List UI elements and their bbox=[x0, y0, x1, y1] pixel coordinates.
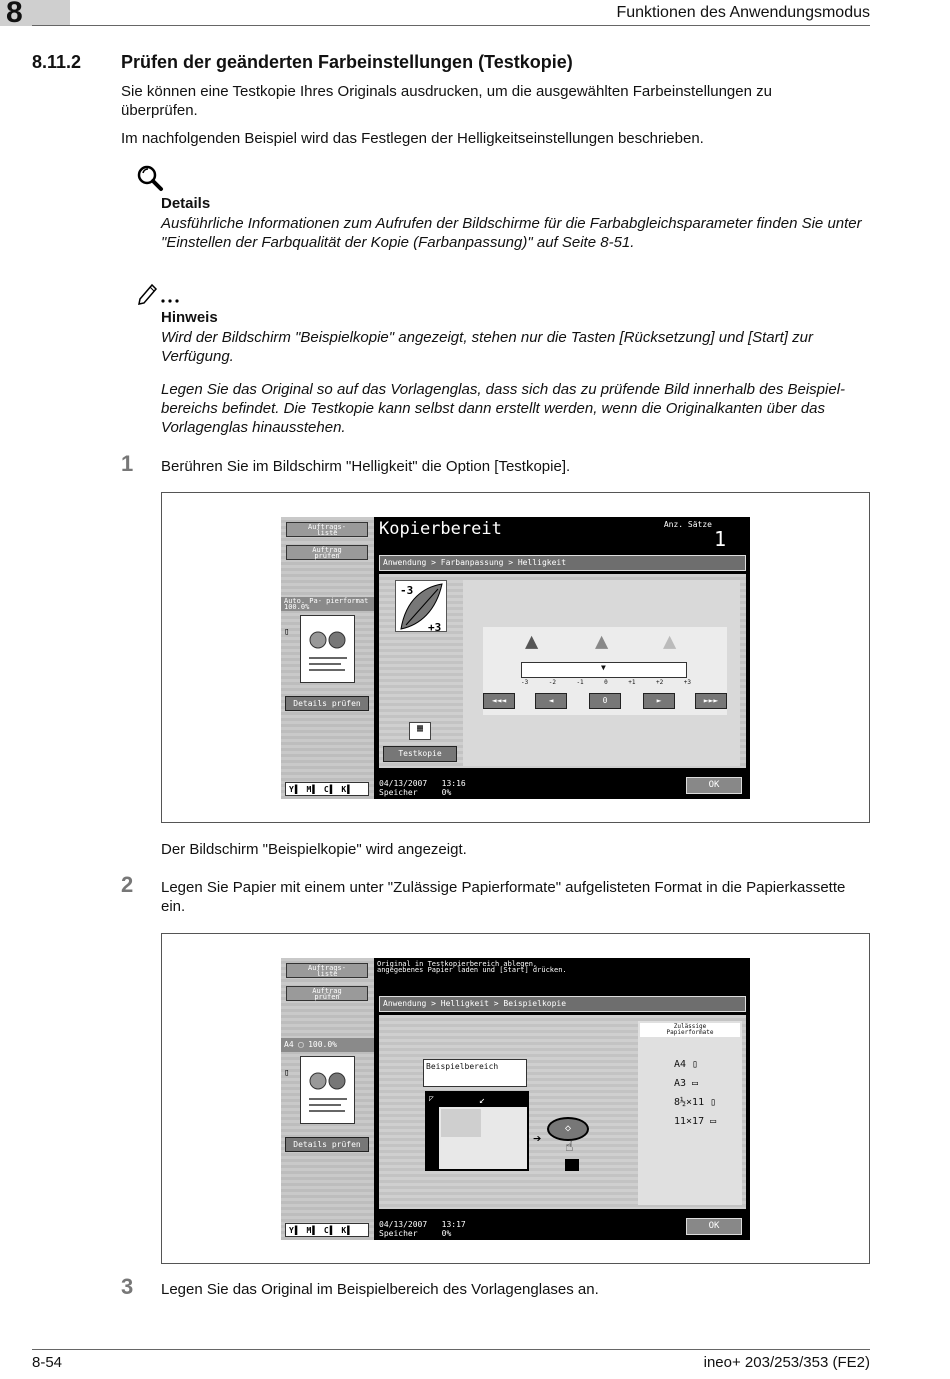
device-screen-helligkeit bbox=[281, 517, 750, 799]
intro-paragraph-1: Sie können eine Testkopie Ihres Originals ausdrucken, um die ausgewählten Farbeinstellungen zu überprüfen. bbox=[121, 83, 772, 119]
original-icon: ▯ bbox=[284, 1068, 290, 1078]
memory-value: 0% bbox=[441, 1229, 452, 1238]
check-job-button[interactable]: Auftrag prüfen bbox=[286, 986, 368, 1001]
intro-paragraph-2: Im nachfolgenden Beispiel wird das Festlegen der Helligkeitseinstellungen beschrieben. bbox=[121, 130, 704, 147]
step-text: Berühren Sie im Bildschirm "Helligkeit" die Option [Testkopie]. bbox=[161, 458, 571, 475]
scale-labels bbox=[521, 679, 691, 686]
brightness-slider[interactable] bbox=[521, 662, 687, 678]
hint-text-2: Legen Sie das Original so auf das Vorlagenglas, dass sich das zu prüfende Bild innerhalb des Beispiel-bereichs befindet. Die Testkopie kann selbst dann erstellt werden, wenn die Originalkanten über das Vorlagenglas hinausstehen. bbox=[161, 381, 846, 436]
original-icon: ▯ bbox=[284, 627, 290, 637]
device-screen-beispielkopie bbox=[281, 958, 750, 1240]
scale-label: +3 bbox=[683, 679, 691, 686]
step-number: 1 bbox=[121, 451, 134, 476]
left-panel bbox=[281, 517, 374, 799]
arrow-down-icon: ↙ bbox=[479, 1095, 486, 1106]
paper-format: 11×17 ▭ bbox=[674, 1116, 717, 1127]
step-text: Legen Sie Papier mit einem unter "Zulässige Papierformate" aufgelisteten Format in die Papierkassette ein. bbox=[161, 879, 846, 915]
check-job-button[interactable]: Auftrag prüfen bbox=[286, 545, 368, 560]
status-date: 04/13/2007 bbox=[379, 779, 428, 788]
paper-format: A3 ▭ bbox=[674, 1078, 699, 1089]
status-date: 04/13/2007 bbox=[379, 1220, 428, 1229]
status-title: Kopierbereit bbox=[379, 519, 502, 539]
status-bar bbox=[379, 1220, 466, 1238]
scale-label: +2 bbox=[655, 679, 664, 686]
toner-indicator: Y▌ M▌ C▌ K▌ bbox=[285, 782, 369, 796]
paper-format: A4 ▯ bbox=[674, 1059, 699, 1070]
sample-area-label: Beispielbereich bbox=[423, 1059, 527, 1087]
figure-helligkeit-screen bbox=[161, 492, 870, 823]
figure-beispielkopie-screen bbox=[161, 933, 870, 1264]
details-heading: Details bbox=[161, 195, 211, 212]
plus-label: +3 bbox=[428, 621, 442, 633]
paper-format-list bbox=[674, 1055, 716, 1131]
breadcrumb: Anwendung > Helligkeit > Beispielkopie bbox=[379, 996, 746, 1012]
chapter-number: 8 bbox=[6, 0, 23, 29]
start-button-icon: ◇ bbox=[547, 1117, 589, 1141]
helligkeit-content bbox=[379, 574, 746, 768]
status-time: 13:17 bbox=[441, 1220, 466, 1229]
step-min-button[interactable]: ◄◄◄ bbox=[483, 693, 515, 709]
sets-value: 1 bbox=[713, 527, 726, 551]
step-down-button[interactable]: ◄ bbox=[535, 693, 567, 709]
memory-label: Speicher bbox=[379, 788, 418, 797]
section-title: Prüfen der geänderten Farbeinstellungen (Testkopie) bbox=[121, 52, 573, 72]
main-area bbox=[375, 958, 750, 1240]
toner-indicator: Y▌ M▌ C▌ K▌ bbox=[285, 1223, 369, 1237]
paper-format-panel bbox=[638, 1021, 742, 1205]
page-number: 8-54 bbox=[32, 1354, 63, 1371]
slider-panel bbox=[483, 627, 727, 715]
paper-format-heading: Zulässige Papierformate bbox=[640, 1023, 740, 1037]
step-number: 3 bbox=[121, 1274, 134, 1299]
breadcrumb: Anwendung > Farbanpassung > Helligkeit bbox=[379, 555, 746, 571]
ok-button[interactable]: OK bbox=[686, 1218, 742, 1235]
product-name: ineo+ 203/253/353 (FE2) bbox=[703, 1354, 870, 1371]
dark-toast-icon: ▲ bbox=[525, 629, 539, 654]
paper-info: Auto. Pa- pierformat 100.0% bbox=[281, 597, 374, 611]
step-up-button[interactable]: ► bbox=[643, 693, 675, 709]
details-text: Ausführliche Informationen zum Aufrufen der Bildschirme für die Farbabgleichsparameter finden Sie unter "Einstellen der Farbqualität der Kopie (Farbanpassung)" auf Seite 8-51. bbox=[161, 215, 862, 251]
job-list-button[interactable]: Auftrags- liste bbox=[286, 522, 368, 537]
step-max-button[interactable]: ►►► bbox=[695, 693, 727, 709]
step-text: Legen Sie das Original im Beispielbereich des Vorlagenglases an. bbox=[161, 1281, 599, 1298]
minus-label: -3 bbox=[400, 584, 414, 597]
test-copy-button[interactable]: Testkopie bbox=[383, 746, 457, 762]
main-area bbox=[375, 517, 750, 799]
brightness-indicator-icon bbox=[395, 580, 447, 632]
beispielkopie-content bbox=[379, 1015, 746, 1209]
job-list-button[interactable]: Auftrags- liste bbox=[286, 963, 368, 978]
paper-info: A4 ▢ 100.0% bbox=[281, 1038, 374, 1052]
paper-format: 8½×11 ▯ bbox=[674, 1097, 717, 1108]
details-check-button[interactable]: Details prüfen bbox=[285, 1137, 369, 1152]
memory-value: 0% bbox=[441, 788, 452, 797]
sample-strip bbox=[427, 1093, 527, 1107]
left-panel bbox=[281, 958, 374, 1240]
footer-divider bbox=[32, 1349, 870, 1350]
scale-label: +1 bbox=[628, 679, 636, 686]
scale-label: 0 bbox=[604, 679, 608, 686]
memory-label: Speicher bbox=[379, 1229, 418, 1238]
ok-button[interactable]: OK bbox=[686, 777, 742, 794]
section-number: 8.11.2 bbox=[32, 52, 82, 72]
hint-heading: Hinweis bbox=[161, 309, 218, 326]
platen-glass-diagram bbox=[425, 1091, 529, 1171]
sample-strip-vertical bbox=[427, 1093, 439, 1169]
test-copy-icon: ▦ bbox=[409, 722, 431, 740]
scale-label: -3 bbox=[521, 679, 529, 686]
running-header: Funktionen des Anwendungsmodus bbox=[616, 4, 870, 21]
header-divider bbox=[32, 25, 870, 26]
adjust-panel bbox=[463, 580, 740, 766]
pencil-note-icon bbox=[136, 279, 186, 310]
step-result-text: Der Bildschirm "Beispielkopie" wird angezeigt. bbox=[161, 841, 467, 858]
scale-label: -1 bbox=[576, 679, 584, 686]
step-number: 2 bbox=[121, 872, 134, 897]
hint-text-1: Wird der Bildschirm "Beispielkopie" angezeigt, stehen nur die Tasten [Rücksetzung] und [Start] zur Verfügung. bbox=[161, 329, 813, 365]
instruction-message: Original in Testkopierbereich ablegen, angegebenes Papier laden und [Start] drücken. bbox=[377, 960, 567, 974]
hand-cuff bbox=[565, 1159, 579, 1171]
pointing-hand-icon: ☝ bbox=[565, 1139, 574, 1155]
arrow-right-icon: ➔ bbox=[533, 1131, 542, 1147]
light-toast-icon: ▲ bbox=[663, 629, 677, 654]
scale-label: -2 bbox=[548, 679, 556, 686]
magnifier-icon bbox=[136, 164, 164, 197]
status-time: 13:16 bbox=[441, 779, 466, 788]
preview-thumbnail bbox=[300, 615, 355, 683]
sets-label: Anz. Sätze bbox=[663, 520, 712, 529]
sample-area-highlight bbox=[441, 1109, 481, 1137]
details-check-button[interactable]: Details prüfen bbox=[285, 696, 369, 711]
status-bar bbox=[379, 779, 466, 797]
reset-zero-button[interactable]: 0 bbox=[589, 693, 621, 709]
preview-thumbnail bbox=[300, 1056, 355, 1124]
normal-toast-icon: ▲ bbox=[595, 629, 609, 654]
slider-pointer-icon: ▼ bbox=[601, 663, 606, 672]
corner-marker-icon: ◸ bbox=[429, 1094, 434, 1103]
